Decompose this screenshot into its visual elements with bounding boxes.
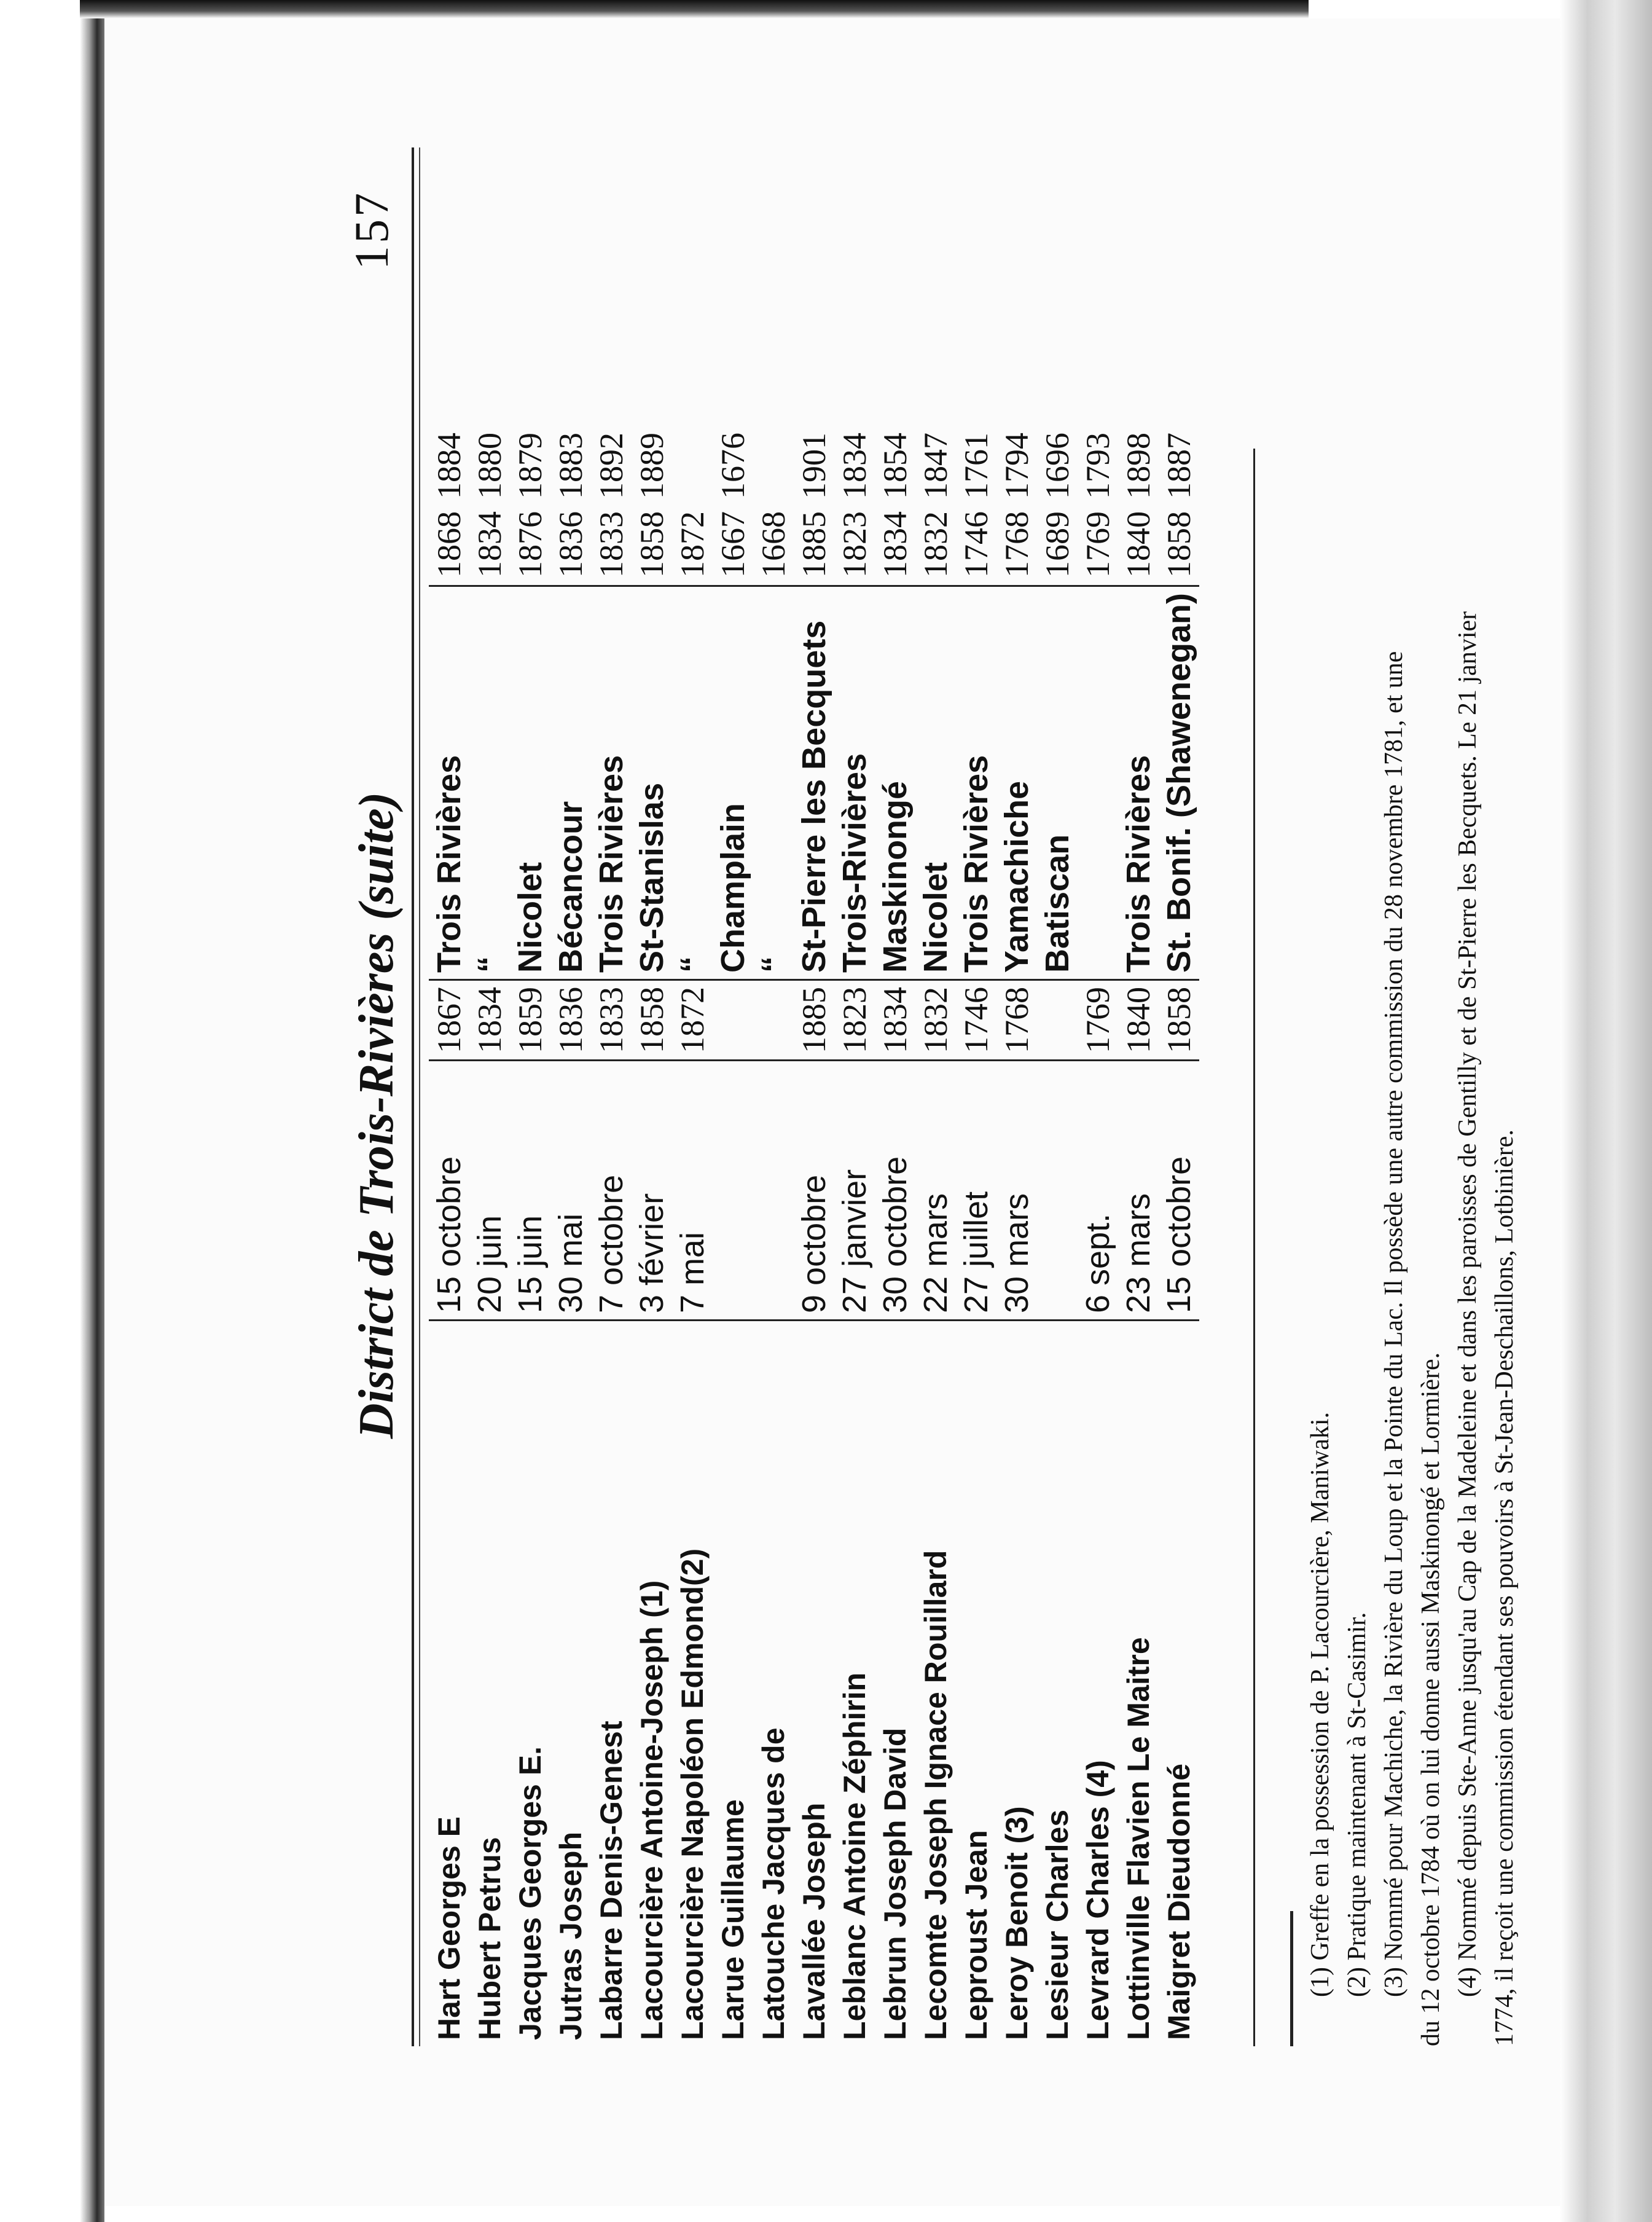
cell-date: 23 mars [1118, 1061, 1159, 1321]
cell-start: 1667 [713, 505, 753, 586]
footnote-3: (3) Nommé pour Machiche, la Rivière du Loup et la Pointe du Lac. Il possède une autre commission du 28 novembre 1781, et une [1380, 651, 1408, 1997]
cell-yr: 1834 [469, 980, 510, 1061]
cell-end: 1793 [1079, 432, 1116, 499]
table-row [1159, 425, 1199, 2046]
cell-yr: 1859 [510, 980, 550, 1061]
cell-place: St-Stanislas [632, 586, 672, 979]
cell-start: 1836 [550, 505, 591, 586]
cell-place: Yamachiche [996, 586, 1037, 979]
cell-name: Maigret Dieudonné [1162, 1763, 1196, 2040]
cell-end: 1880 [471, 432, 508, 499]
cell-yr: 1768 [996, 980, 1037, 1061]
table-row [753, 425, 794, 2046]
cell-date [1037, 1061, 1078, 1321]
table-row [915, 425, 956, 2046]
cell-yr: 1858 [632, 980, 672, 1061]
cell-yr: 1834 [875, 980, 915, 1061]
cell-yr: 1885 [794, 980, 834, 1061]
cell-date: 15 octobre [429, 1061, 469, 1321]
cell-date: 30 octobre [875, 1061, 915, 1321]
cell-name: Latouche Jacques de [756, 1727, 791, 2040]
cell-end: 1761 [958, 432, 995, 499]
cell-end: 1676 [714, 432, 751, 499]
cell-start: 1858 [632, 505, 672, 586]
cell-start: 1858 [1159, 505, 1199, 586]
page-title: District de Trois-Rivières (suite) [350, 791, 404, 1439]
cell-name: Jutras Joseph [554, 1831, 588, 2040]
footnote-4-continued: 1774, il reçoit une commission étendant ses pouvoirs à St-Jean-Deschaillons, Lotbinière. [1490, 1129, 1519, 2046]
cell-name: Larue Guillaume [716, 1799, 750, 2040]
cell-place: Bécancour [550, 586, 591, 979]
cell-start: 1868 [429, 505, 469, 586]
cell-date: 15 octobre [1159, 1061, 1199, 1321]
cell-end: 1854 [877, 432, 914, 499]
table-row [1037, 425, 1078, 2046]
cell-end: 1883 [552, 432, 589, 499]
cell-place: “ [469, 586, 510, 979]
cell-date [753, 1061, 794, 1321]
cell-place: Trois Rivières [429, 586, 469, 979]
footnote-rule [1290, 1911, 1293, 2046]
cell-date: 3 février [632, 1061, 672, 1321]
footnote-4: (4) Nommé depuis Ste-Anne jusqu'au Cap de la Madeleine et dans les paroisses de Gentilly et de St-Pierre les Becquets. Le 21 janvier [1454, 611, 1482, 1997]
scan-margin-right [1560, 0, 1652, 2222]
cell-yr: 1746 [956, 980, 996, 1061]
cell-name: Lebrun Joseph David [878, 1727, 912, 2040]
notary-register-table [429, 425, 1199, 2046]
table-row [794, 425, 834, 2046]
table-row [632, 425, 672, 2046]
cell-end: 1887 [1161, 432, 1197, 499]
page-number: 157 [345, 190, 398, 270]
rotated-page-content [332, 147, 1519, 2083]
cell-date [713, 1061, 753, 1321]
cell-start: 1834 [875, 505, 915, 586]
cell-place: St. Bonif. (Shawenegan) [1159, 586, 1199, 979]
cell-end: 1879 [512, 432, 549, 499]
top-rule [412, 147, 414, 2046]
table-row [672, 425, 713, 2046]
cell-place: Champlain [713, 586, 753, 979]
cell-yr: 1836 [550, 980, 591, 1061]
cell-name: Lottinville Flavien Le Maitre [1121, 1637, 1156, 2040]
cell-yr: 1840 [1118, 980, 1159, 1061]
cell-end: 1889 [633, 432, 670, 499]
table-row [713, 425, 753, 2046]
cell-date: 7 mai [672, 1061, 713, 1321]
table-row [1078, 425, 1118, 2046]
cell-end: 1898 [1120, 432, 1157, 499]
book-top-shadow [80, 0, 1309, 18]
cell-place: Trois-Rivières [834, 586, 875, 979]
cell-yr: 1872 [672, 980, 713, 1061]
table-row [875, 425, 915, 2046]
cell-end: 1696 [1039, 432, 1076, 499]
cell-start: 1823 [834, 505, 875, 586]
cell-start: 1668 [753, 505, 794, 586]
cell-place: Nicolet [915, 586, 956, 979]
footnote-2: (2) Pratique maintenant à St-Casimir. [1343, 1612, 1371, 1997]
table-row [429, 425, 469, 2046]
cell-name: Leproust Jean [959, 1830, 993, 2040]
footnotes [1290, 172, 1523, 2046]
book-binding-shadow [80, 0, 104, 2222]
cell-name: Lecomte Joseph Ignace Rouillard [918, 1550, 953, 2040]
cell-date: 27 janvier [834, 1061, 875, 1321]
cell-end: 1884 [431, 432, 468, 499]
cell-end: 1892 [593, 432, 630, 499]
table-row [996, 425, 1037, 2046]
table-row [1118, 425, 1159, 2046]
table-row [834, 425, 875, 2046]
cell-name: Lesieur Charles [1040, 1809, 1075, 2040]
cell-name: Leroy Benoit (3) [1000, 1806, 1034, 2040]
cell-place: St-Pierre les Becquets [794, 586, 834, 979]
cell-yr: 1867 [429, 980, 469, 1061]
footnote-3-continued: du 12 octobre 1784 où on lui donne aussi Maskinongé et Lormière. [1417, 1352, 1445, 2046]
table-row [510, 425, 550, 2046]
cell-place: Nicolet [510, 586, 550, 979]
cell-start: 1834 [469, 505, 510, 586]
cell-date: 27 juillet [956, 1061, 996, 1321]
cell-yr [753, 980, 794, 1061]
cell-start: 1768 [996, 505, 1037, 586]
cell-date: 9 octobre [794, 1061, 834, 1321]
cell-name: Levrard Charles (4) [1081, 1760, 1115, 2040]
cell-name: Leblanc Antoine Zéphirin [837, 1672, 872, 2040]
cell-yr: 1832 [915, 980, 956, 1061]
cell-place: Batiscan [1037, 586, 1078, 979]
cell-end [753, 425, 794, 505]
cell-end [672, 425, 713, 505]
cell-place: Maskinongé [875, 586, 915, 979]
cell-end: 1794 [998, 432, 1035, 499]
cell-start: 1876 [510, 505, 550, 586]
cell-place: Trois Rivières [956, 586, 996, 979]
cell-name: Jacques Georges E. [513, 1746, 547, 2040]
cell-date: 30 mars [996, 1061, 1037, 1321]
cell-start: 1872 [672, 505, 713, 586]
cell-start: 1840 [1118, 505, 1159, 586]
cell-date: 20 juin [469, 1061, 510, 1321]
cell-start: 1769 [1078, 505, 1118, 586]
table-row [550, 425, 591, 2046]
cell-yr: 1858 [1159, 980, 1199, 1061]
cell-yr [1037, 980, 1078, 1061]
cell-start: 1885 [794, 505, 834, 586]
table-row [469, 425, 510, 2046]
cell-end: 1847 [917, 432, 954, 499]
table-row [956, 425, 996, 2046]
cell-yr [713, 980, 753, 1061]
cell-end: 1834 [836, 432, 873, 499]
cell-yr: 1823 [834, 980, 875, 1061]
cell-place: Trois Rivières [591, 586, 632, 979]
cell-place: Trois Rivières [1118, 586, 1159, 979]
cell-name: Lavallée Joseph [797, 1802, 831, 2040]
bottom-rule [1253, 449, 1255, 2046]
cell-date: 15 juin [510, 1061, 550, 1321]
cell-name: Lacourcière Napoléon Edmond(2) [675, 1548, 710, 2040]
cell-start: 1833 [591, 505, 632, 586]
cell-place [1078, 586, 1118, 979]
cell-date: 22 mars [915, 1061, 956, 1321]
cell-start: 1746 [956, 505, 996, 586]
cell-end: 1901 [796, 432, 832, 499]
cell-start: 1689 [1037, 505, 1078, 586]
cell-date: 7 octobre [591, 1061, 632, 1321]
table-row [591, 425, 632, 2046]
cell-yr: 1833 [591, 980, 632, 1061]
cell-name: Hubert Petrus [472, 1837, 507, 2040]
cell-name: Labarre Denis-Genest [594, 1721, 628, 2040]
cell-place: “ [672, 586, 713, 979]
cell-start: 1832 [915, 505, 956, 586]
cell-name: Hart Georges E [432, 1816, 466, 2040]
cell-yr: 1769 [1078, 980, 1118, 1061]
cell-date: 6 sept. [1078, 1061, 1118, 1321]
footnote-1: (1) Greffe en la possession de P. Lacourcière, Maniwaki. [1306, 1411, 1334, 1997]
cell-place: “ [753, 586, 794, 979]
cell-name: Lacourcière Antoine-Joseph (1) [635, 1580, 669, 2040]
cell-date: 30 mai [550, 1061, 591, 1321]
top-rule-thin [419, 147, 420, 2046]
